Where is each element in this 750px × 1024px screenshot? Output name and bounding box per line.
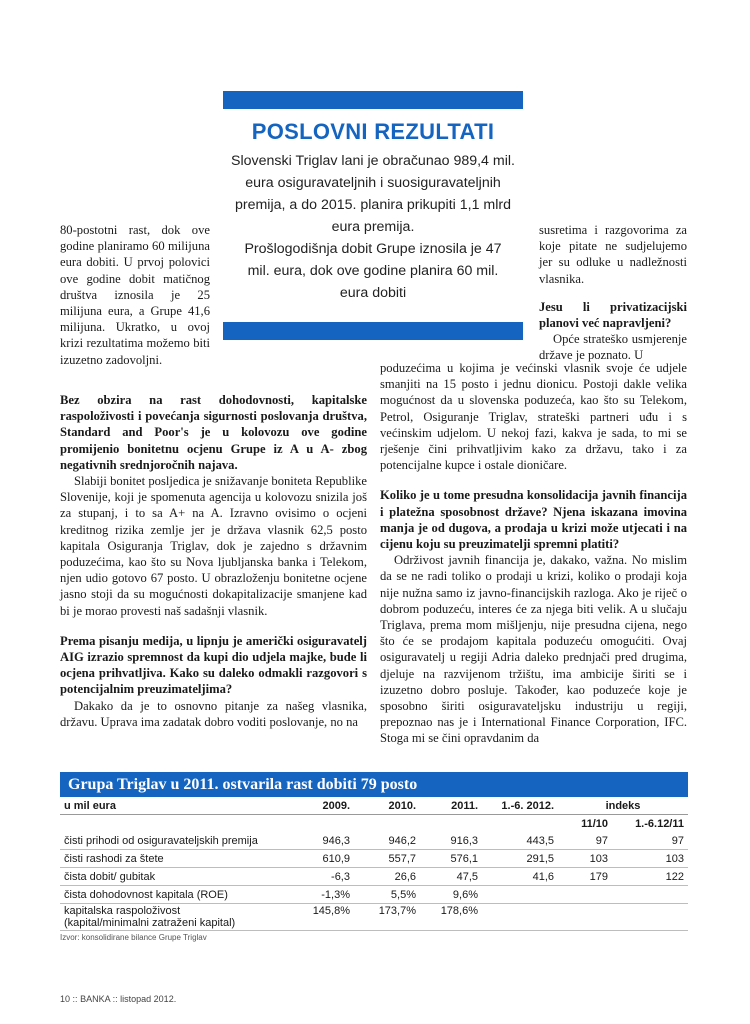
- cell: -6,3: [286, 868, 354, 886]
- column-header: 1.-6. 2012.: [501, 799, 554, 812]
- table-source: Izvor: konsolidirane bilance Grupe Triglav: [60, 933, 207, 942]
- column-subheader: 1.-6.12/11: [635, 817, 684, 830]
- table-row: [60, 904, 688, 931]
- box-bottom-bar: [223, 322, 523, 340]
- cell: [558, 886, 612, 904]
- question: Prema pisanju medija, u lipnju je američki osiguravatelj AIG izrazio spremnost da kupi dio udjela majke, bude li ocjena prihvatljiva. Kako su daleko odmakli razgovori s potencijalnim preuzimateljima?: [60, 633, 367, 697]
- cell: 179: [558, 868, 612, 886]
- data-table: [60, 797, 688, 931]
- box-line: Slovenski Triglav lani je obračunao 989,4 mil.: [231, 153, 515, 169]
- cell: [558, 904, 612, 931]
- cell: 97: [612, 832, 688, 850]
- row-label-line: (kapital/minimalni zatraženi kapital): [64, 917, 236, 929]
- box-text: [223, 150, 523, 304]
- cell: 916,3: [420, 832, 482, 850]
- box-line: eura premija.: [331, 219, 415, 235]
- cell: 946,3: [286, 832, 354, 850]
- unit-label: u mil eura: [64, 799, 116, 812]
- table-row: [60, 886, 688, 904]
- cell: 557,7: [354, 850, 420, 868]
- cell: 291,5: [482, 850, 558, 868]
- right-column: [380, 360, 687, 747]
- paragraph: Dakako da je to osnovno pitanje za našeg vlasnika, državu. Uprava ima zadatak dobro voditi poslovanje, no na: [60, 698, 367, 729]
- cell: 122: [612, 868, 688, 886]
- cell: 41,6: [482, 868, 558, 886]
- question: Bez obzira na rast dohodovnosti, kapitalske raspoloživosti i povećanja sigurnosti poslovanja društva, Standard and Poor's je u kolovozu ove godine promijenio bonitetnu ocjenu Grupe iz A u A- zbog negativnih srednjoročnih najava.: [60, 393, 367, 472]
- left-column: [60, 392, 367, 730]
- right-top-column: [539, 222, 687, 364]
- data-table-block: [60, 772, 688, 942]
- cell: 443,5: [482, 832, 558, 850]
- column-header: 2010.: [388, 799, 416, 812]
- cell: [612, 886, 688, 904]
- cell: [482, 904, 558, 931]
- cell: 145,8%: [286, 904, 354, 931]
- page-number: 10: [60, 994, 71, 1004]
- question: Jesu li privatizacijski planovi već napravljeni?: [539, 299, 687, 331]
- row-label: čisti prihodi od osiguravateljskih premija: [60, 832, 286, 850]
- cell: 5,5%: [354, 886, 420, 904]
- cell: 97: [558, 832, 612, 850]
- cell: 103: [558, 850, 612, 868]
- paragraph: Održivost javnih financija je, dakako, važna. No mislim da se ne radi toliko o prodaji u krizi, koliko o prodaji koja nije nužna samo iz javno-financijskih razloga. Ako je riječ o dobrom poduzeću, interes će za njega biti velik. A u slučaju Triglava, prema mom mišljenju, nije presudna cijena, nego što će se prodajom kapitala poduzeću omogućiti. Ovaj osiguravatelj u regiji Adria daleko prednjači pred drugima, djeluje na razvijenom tržištu, ima ambicije širiti se i izuzetno dobro posluje. Također, kao poduzeće koje je sposobno širiti osiguravateljsku industriju u regiji, prepoznao nas je i International Finance Corporation, IFC. Stoga mi se čini opravdanim da: [380, 553, 687, 746]
- paragraph: Opće strateško usmjerenje države je poznato. U: [539, 332, 687, 363]
- box-title: POSLOVNI REZULTATI: [251, 119, 495, 144]
- left-top-column: [60, 222, 210, 368]
- cell: 26,6: [354, 868, 420, 886]
- paragraph: susretima i razgovorima za koje pitate ne sudjelujemo jer su odluke u nadležnosti vlasnika.: [539, 223, 687, 286]
- issue-month: listopad: [120, 994, 152, 1004]
- cell: 946,2: [354, 832, 420, 850]
- cell: 47,5: [420, 868, 482, 886]
- issue-year: 2012.: [153, 994, 177, 1004]
- box-line: eura osiguravateljnih i suosiguravateljnih: [245, 175, 501, 191]
- table-row: [60, 868, 688, 886]
- paragraph: 80-postotni rast, dok ove godine planiramo 60 milijuna eura dobiti. U prvoj polovici ove godine dobit matičnog društva iznosila je 25 milijuna eura, a Grupe 41,6 milijuna. Ukratko, u ovoj krizi rezultatima možemo biti izuzetno zadovoljni.: [60, 223, 210, 367]
- table-row: [60, 832, 688, 850]
- cell: 103: [612, 850, 688, 868]
- cell: -1,3%: [286, 886, 354, 904]
- paragraph: Slabiji bonitet posljedica je snižavanje boniteta Republike Slovenije, koji je spomenuta agencija u kolovozu snizila još za stupanj, i to sa A+ na A. Izravno ovisimo o ocjeni kreditnog rizika zemlje jer je država vlasnik 62,5 posto kapitala Osiguranja Triglav, dok je zajedno s državnim poduzećima, kao što su Nova ljubljanska banka i Telekom, njen udio gotovo 67 posto. U obrazloženju bonitetne ocjene jasno stoji da su mogućnosti dokapitalizacije smanjene kad bi je morao provesti naš sadašnji vlasnik.: [60, 474, 367, 618]
- row-label: čisti rashodi za štete: [60, 850, 286, 868]
- cell: 178,6%: [420, 904, 482, 931]
- cell: [612, 904, 688, 931]
- table-subheader-row: [60, 815, 688, 833]
- table-row: [60, 850, 688, 868]
- table-header-row: [60, 797, 688, 815]
- magazine-name: BANKA: [80, 994, 111, 1004]
- column-subheader: 11/10: [581, 817, 608, 830]
- box-line: mil. eura, dok ove godine planira 60 mil.: [247, 263, 499, 279]
- column-header: indeks: [605, 799, 641, 812]
- cell: [482, 886, 558, 904]
- box-line: eura dobiti: [339, 285, 407, 301]
- footer-separator: ::: [112, 994, 118, 1004]
- box-top-bar: [223, 91, 523, 109]
- row-label: čista dohodovnost kapitala (ROE): [60, 886, 286, 904]
- row-label-line: kapitalska raspoloživost: [64, 905, 181, 917]
- box-line: premija, a do 2015. planira prikupiti 1,1 mlrd: [234, 197, 511, 213]
- cell: 610,9: [286, 850, 354, 868]
- row-label: čista dobit/ gubitak: [60, 868, 286, 886]
- footer-separator: ::: [72, 994, 78, 1004]
- cell: 173,7%: [354, 904, 420, 931]
- box-line: Prošlogodišnja dobit Grupe iznosila je 47: [244, 241, 502, 257]
- page-footer: [60, 994, 176, 1004]
- table-title: Grupa Triglav u 2011. ostvarila rast dobiti 79 posto: [60, 772, 688, 797]
- column-header: 2009.: [322, 799, 350, 812]
- column-header: 2011.: [451, 799, 478, 812]
- row-label: [60, 904, 286, 931]
- cell: 576,1: [420, 850, 482, 868]
- cell: 9,6%: [420, 886, 482, 904]
- paragraph: poduzećima u kojima je većinski vlasnik svoje će udjele smanjiti na 15 posto i jednu dionicu. Postoji dakle velika mogućnost da u slovenska poduzeća, kao što su Telekom, Petrol, Osiguranje Triglav, strateški partneri uđu i s većinskim udjelom. U nekoj fazi, kakva je sada, to mi se rješenje čini prihvatljivim kako za državu, tako i za potencijalne kupce i ostale dioničare.: [380, 361, 687, 473]
- question: Koliko je u tome presudna konsolidacija javnih financija i platežna sposobnost države? Njena iskazana imovina manja je od dugova, a prodaja u krizi može utjecati i na cijenu koju su preuzimatelji spremni platiti?: [380, 488, 687, 552]
